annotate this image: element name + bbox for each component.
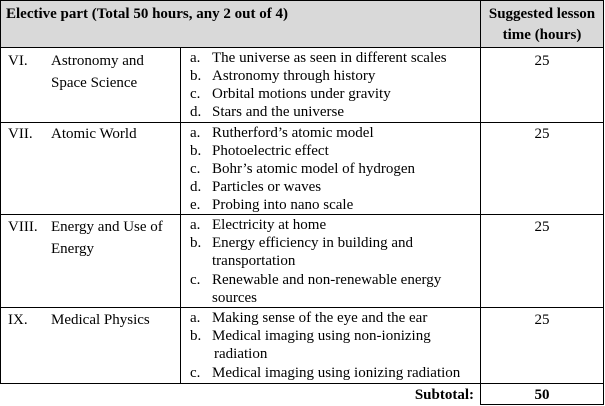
item-text: Bohr’s atomic model of hydrogen — [212, 161, 416, 177]
item-letter: d. — [190, 104, 202, 120]
item-text: Astronomy through history — [212, 68, 376, 84]
item-text: The universe as seen in different scales — [212, 50, 447, 66]
header-time-line2: time (hours) — [502, 27, 582, 43]
item-text-continued: transportation — [212, 253, 296, 269]
item-text: Energy efficiency in building and — [212, 235, 414, 251]
topic-number: IX. — [8, 312, 28, 328]
topic-title-line1: Atomic World — [51, 126, 137, 142]
item-letter: c. — [190, 365, 201, 381]
lesson-hours: 25 — [534, 53, 550, 69]
topic-title-line2: Space Science — [51, 75, 138, 91]
lesson-hours: 25 — [534, 126, 550, 142]
topic-number: VIII. — [8, 219, 38, 235]
item-text: Electricity at home — [212, 217, 327, 233]
item-letter: b. — [190, 235, 202, 251]
item-letter: b. — [190, 328, 202, 344]
subtotal-top-rule — [0, 383, 604, 384]
item-text: Particles or waves — [212, 179, 322, 195]
item-text-continued: sources — [212, 290, 257, 306]
topic-number: VII. — [8, 126, 33, 142]
item-text-continued: radiation — [214, 346, 268, 362]
topic-title-line1: Medical Physics — [51, 312, 150, 328]
item-text: Rutherford’s atomic model — [212, 125, 374, 141]
lesson-hours: 25 — [534, 312, 550, 328]
item-text: Medical imaging using non-ionizing — [212, 328, 431, 344]
row-divider — [0, 122, 604, 123]
item-letter: d. — [190, 179, 202, 195]
item-text: Making sense of the eye and the ear — [212, 310, 428, 326]
row-divider — [0, 307, 604, 308]
column-divider-topic — [180, 47, 181, 384]
topic-number: VI. — [8, 53, 28, 69]
item-letter: a. — [190, 125, 201, 141]
item-text: Probing into nano scale — [212, 197, 354, 213]
item-letter: b. — [190, 68, 202, 84]
lesson-hours: 25 — [534, 219, 550, 235]
item-text: Medical imaging using ionizing radiation — [212, 365, 461, 381]
row-divider — [0, 214, 604, 215]
item-letter: a. — [190, 217, 201, 233]
item-text: Stars and the universe — [212, 104, 345, 120]
item-letter: a. — [190, 310, 201, 326]
topic-title-line1: Energy and Use of — [51, 219, 163, 235]
item-text: Renewable and non-renewable energy — [212, 272, 442, 288]
table-border-left — [0, 0, 1, 384]
header-time-line1: Suggested lesson — [488, 6, 596, 22]
item-letter: c. — [190, 161, 201, 177]
topic-title-line1: Astronomy and — [51, 53, 144, 69]
item-letter: a. — [190, 50, 201, 66]
header-title: Elective part (Total 50 hours, any 2 out of 4) — [6, 6, 288, 22]
header-bottom-rule — [0, 47, 604, 48]
item-text: Photoelectric effect — [212, 143, 329, 159]
item-letter: c. — [190, 86, 201, 102]
item-text: Orbital motions under gravity — [212, 86, 391, 102]
subtotal-value: 50 — [534, 387, 550, 403]
subtotal-bottom-rule — [480, 404, 604, 405]
subtotal-label: Subtotal: — [414, 387, 474, 403]
topic-title-line2: Energy — [51, 241, 95, 257]
table-border-right — [603, 0, 604, 405]
item-letter: e. — [190, 197, 201, 213]
table-border-top — [0, 0, 604, 1]
item-letter: b. — [190, 143, 202, 159]
item-letter: c. — [190, 272, 201, 288]
